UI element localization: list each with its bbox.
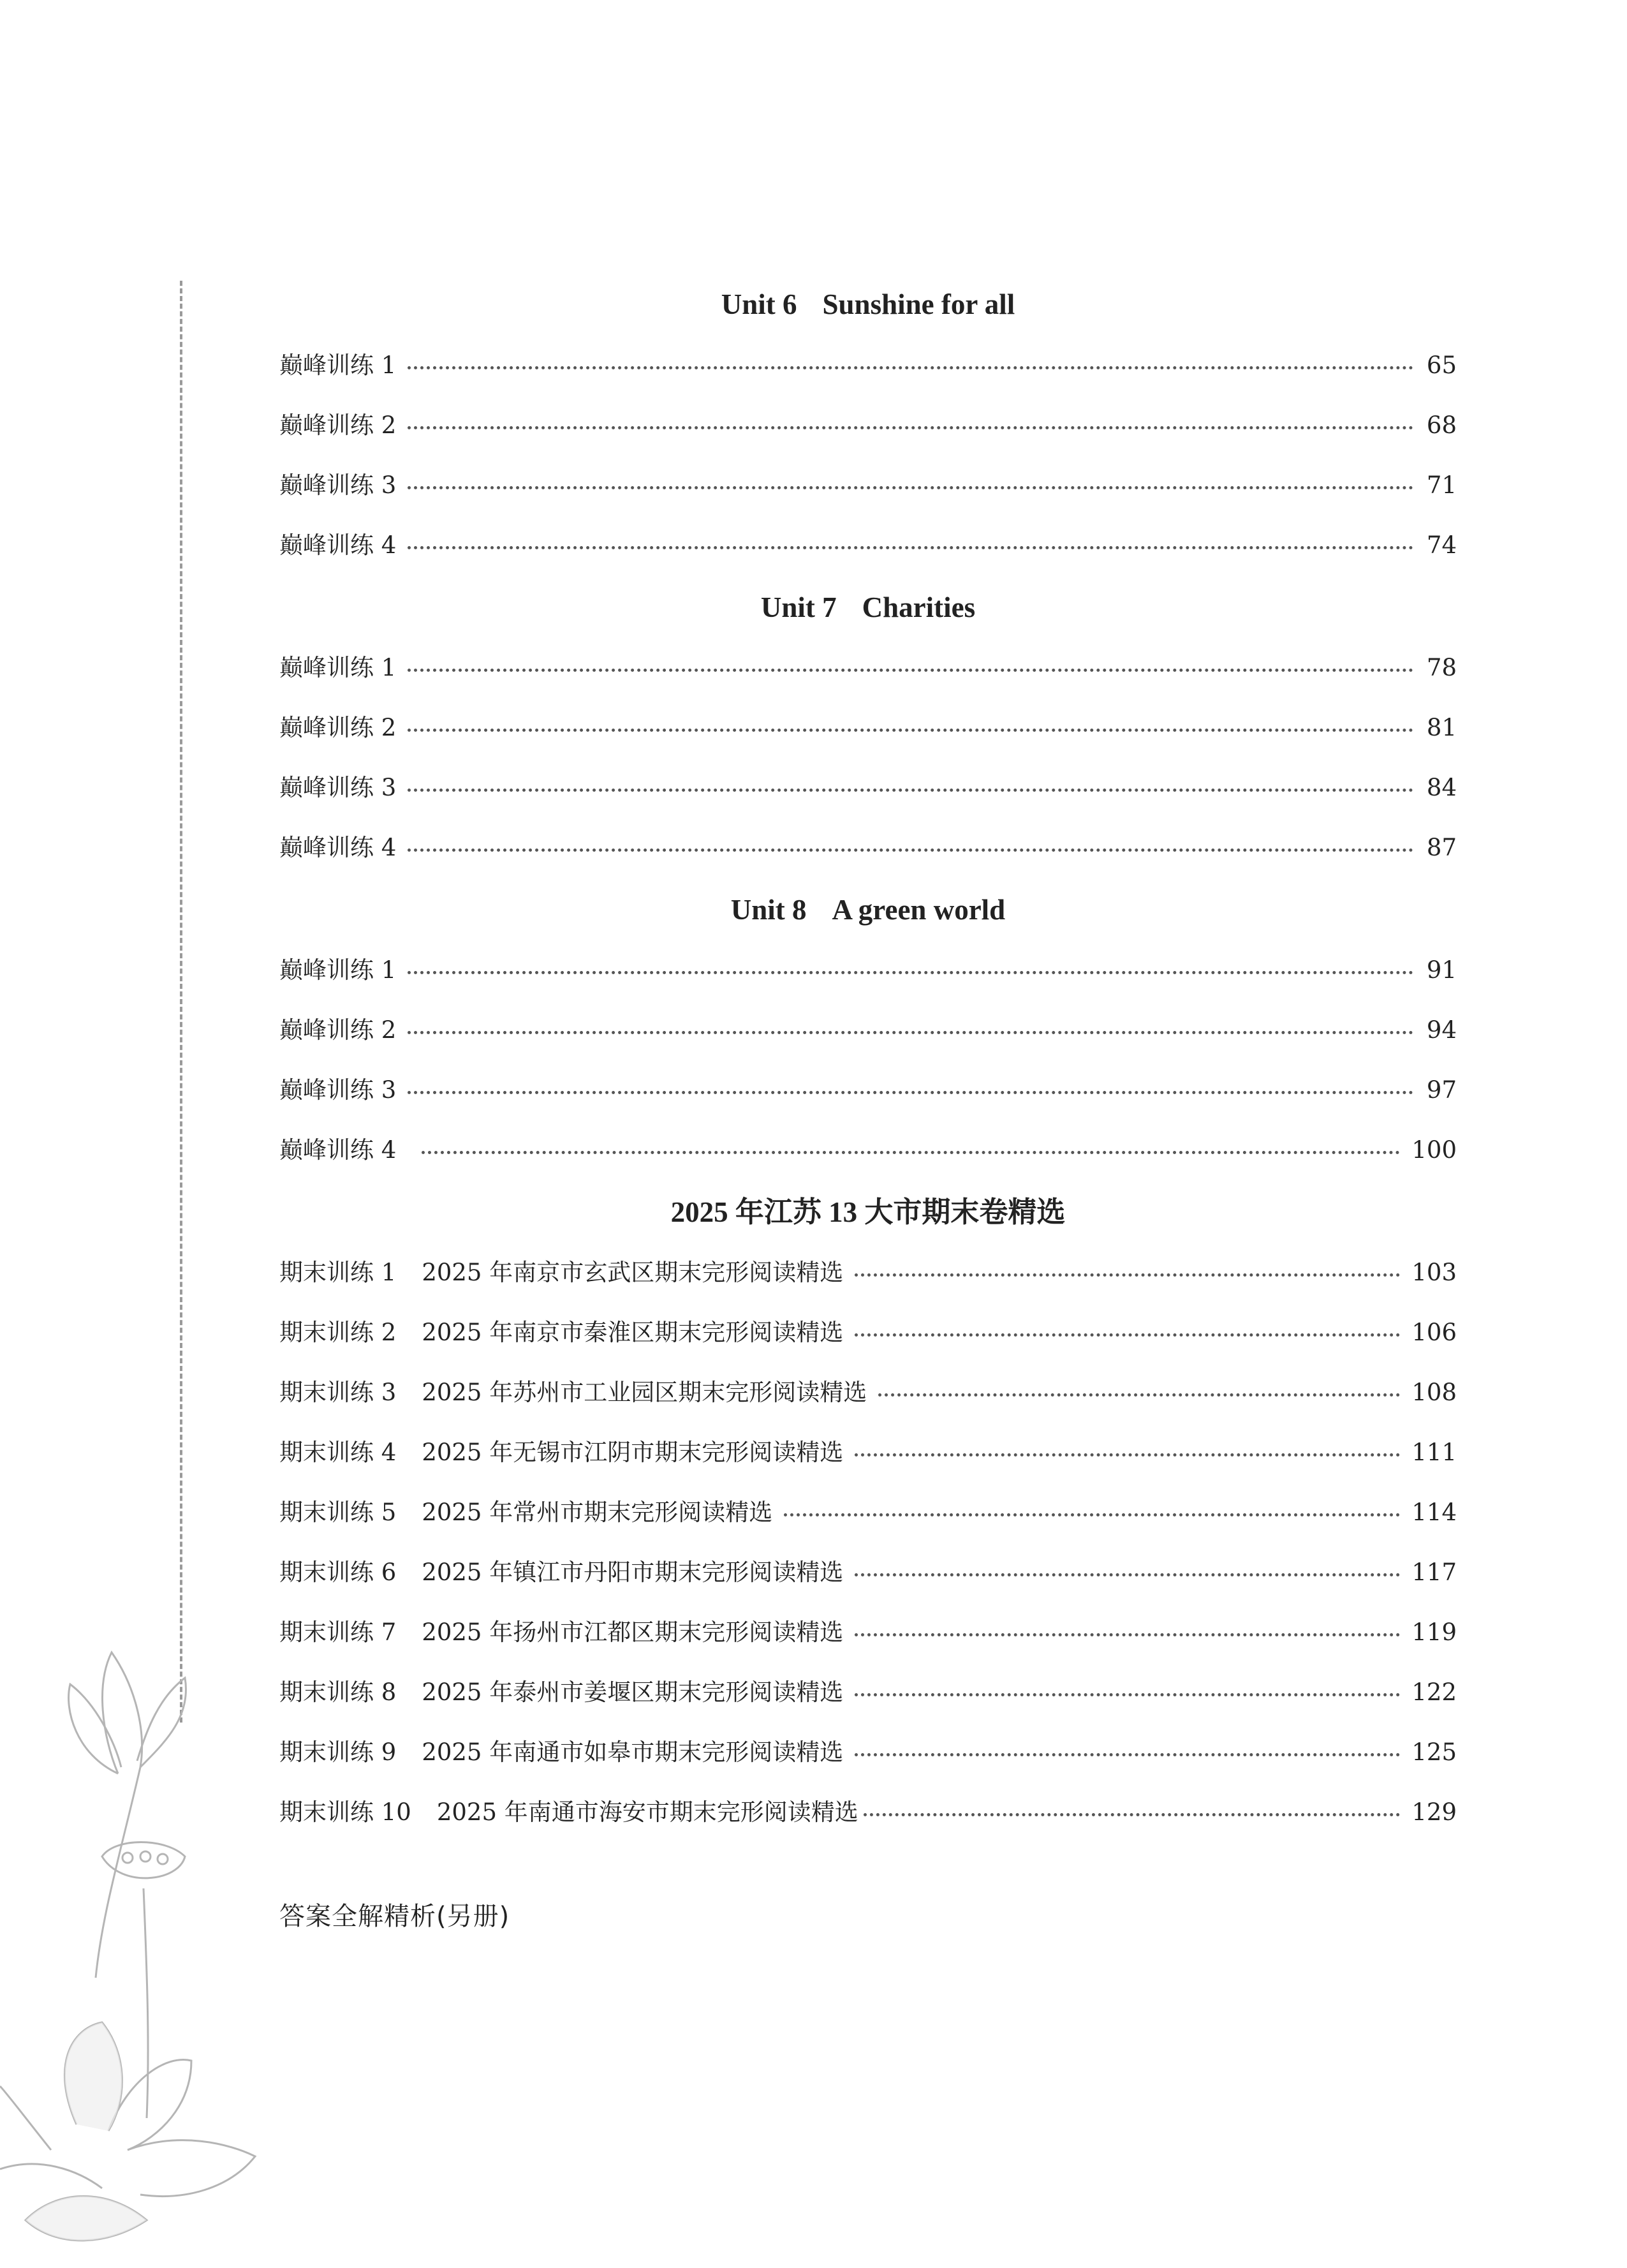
- entry-subtitle: 2025 年常州市期末完形阅读精选: [422, 1498, 773, 1526]
- toc-entry[interactable]: 期末训练 10 2025 年南通市海安市期末完形阅读精选 129: [279, 1798, 1457, 1826]
- dot-leader: [408, 729, 1413, 732]
- section-heading: 2025 年江苏 13 大市期末卷精选: [670, 1196, 1066, 1228]
- answer-key-note: 答案全解精析(另册): [279, 1902, 510, 1931]
- entry-subtitle: 2025 年泰州市姜堰区期末完形阅读精选: [422, 1678, 844, 1706]
- page-number: 65: [1426, 351, 1457, 379]
- unit-heading: Unit 7 Charities: [760, 591, 976, 623]
- page-number: 114: [1411, 1498, 1457, 1526]
- dot-leader: [408, 426, 1413, 429]
- page-number: 91: [1426, 956, 1457, 984]
- toc-entry[interactable]: 期末训练 9 2025 年南通市如皋市期末完形阅读精选 125: [279, 1738, 1457, 1766]
- toc-entry[interactable]: 巅峰训练 4 100: [279, 1136, 1457, 1164]
- toc-entry[interactable]: 期末训练 1 2025 年南京市玄武区期末完形阅读精选 103: [279, 1258, 1457, 1286]
- dot-leader: [784, 1513, 1400, 1516]
- dot-leader: [408, 486, 1413, 489]
- toc-entry[interactable]: 巅峰训练 2 81: [279, 713, 1457, 741]
- lotus-illustration: [0, 1646, 268, 2268]
- toc-entry[interactable]: 巅峰训练 1 65: [279, 351, 1457, 379]
- page-number: 94: [1426, 1016, 1457, 1044]
- page-number: 125: [1411, 1738, 1457, 1766]
- page-number: 117: [1411, 1558, 1457, 1586]
- page-number: 78: [1426, 653, 1457, 681]
- page-number: 81: [1426, 713, 1457, 741]
- page-number: 111: [1411, 1438, 1457, 1466]
- page-number: 71: [1426, 471, 1457, 499]
- dot-leader: [855, 1753, 1400, 1756]
- page-number: 108: [1411, 1378, 1457, 1406]
- page-number: 84: [1426, 773, 1457, 801]
- dot-leader: [855, 1273, 1400, 1277]
- dot-leader: [855, 1573, 1400, 1576]
- page-number: 129: [1411, 1798, 1457, 1826]
- toc-entry[interactable]: 期末训练 5 2025 年常州市期末完形阅读精选 114: [279, 1498, 1457, 1526]
- entry-subtitle: 2025 年扬州市江都区期末完形阅读精选: [422, 1618, 844, 1646]
- page-number: 97: [1426, 1076, 1457, 1104]
- page-number: 122: [1411, 1678, 1457, 1706]
- toc-entry[interactable]: 巅峰训练 3 71: [279, 471, 1457, 499]
- toc-entry[interactable]: 期末训练 3 2025 年苏州市工业园区期末完形阅读精选 108: [279, 1378, 1457, 1406]
- dot-leader: [422, 1151, 1400, 1154]
- dot-leader: [408, 546, 1413, 549]
- dot-leader: [408, 971, 1413, 974]
- toc-entry[interactable]: 巅峰训练 4 87: [279, 833, 1457, 861]
- entry-subtitle: 2025 年南通市海安市期末完形阅读精选: [436, 1798, 858, 1826]
- entry-subtitle: 2025 年南通市如皋市期末完形阅读精选: [422, 1738, 844, 1766]
- dot-leader: [878, 1393, 1400, 1397]
- dot-leader: [855, 1633, 1400, 1636]
- page-number: 87: [1426, 833, 1457, 861]
- dot-leader: [864, 1813, 1401, 1816]
- dashed-margin-line: [180, 281, 182, 1723]
- entry-subtitle: 2025 年南京市玄武区期末完形阅读精选: [422, 1258, 844, 1286]
- page-number: 74: [1426, 531, 1457, 559]
- page-number: 106: [1411, 1318, 1457, 1346]
- toc-entry[interactable]: 巅峰训练 1 78: [279, 653, 1457, 681]
- toc-entry[interactable]: 巅峰训练 2 94: [279, 1016, 1457, 1044]
- entry-subtitle: 2025 年苏州市工业园区期末完形阅读精选: [422, 1378, 867, 1406]
- toc-entry[interactable]: 期末训练 7 2025 年扬州市江都区期末完形阅读精选 119: [279, 1618, 1457, 1646]
- dot-leader: [408, 1031, 1413, 1034]
- unit-heading: Unit 6 Sunshine for all: [721, 288, 1015, 320]
- unit-heading: Unit 8 A green world: [730, 894, 1006, 926]
- toc-entry[interactable]: 巅峰训练 1 91: [279, 956, 1457, 984]
- dot-leader: [408, 366, 1413, 369]
- entry-subtitle: 2025 年镇江市丹阳市期末完形阅读精选: [422, 1558, 844, 1586]
- entry-subtitle: 2025 年无锡市江阴市期末完形阅读精选: [422, 1438, 844, 1466]
- dot-leader: [855, 1693, 1400, 1696]
- entry-subtitle: 2025 年南京市秦淮区期末完形阅读精选: [422, 1318, 844, 1346]
- toc-entry[interactable]: 巅峰训练 3 84: [279, 773, 1457, 801]
- toc-entry[interactable]: 巅峰训练 3 97: [279, 1076, 1457, 1104]
- dot-leader: [408, 669, 1413, 672]
- toc-entry[interactable]: 期末训练 8 2025 年泰州市姜堰区期末完形阅读精选 122: [279, 1678, 1457, 1706]
- page-number: 119: [1411, 1618, 1457, 1646]
- toc-entry[interactable]: 巅峰训练 4 74: [279, 531, 1457, 559]
- dot-leader: [408, 849, 1413, 852]
- dot-leader: [855, 1333, 1400, 1337]
- toc-entry[interactable]: 巅峰训练 2 68: [279, 411, 1457, 439]
- toc-entry[interactable]: 期末训练 4 2025 年无锡市江阴市期末完形阅读精选 111: [279, 1438, 1457, 1466]
- dot-leader: [408, 1091, 1413, 1094]
- page-number: 68: [1426, 411, 1457, 439]
- toc-entry[interactable]: 期末训练 6 2025 年镇江市丹阳市期末完形阅读精选 117: [279, 1558, 1457, 1586]
- toc-entry[interactable]: 期末训练 2 2025 年南京市秦淮区期末完形阅读精选 106: [279, 1318, 1457, 1346]
- dot-leader: [408, 789, 1413, 792]
- dot-leader: [855, 1453, 1400, 1456]
- page-number: 103: [1411, 1258, 1457, 1286]
- page-number: 100: [1411, 1136, 1457, 1164]
